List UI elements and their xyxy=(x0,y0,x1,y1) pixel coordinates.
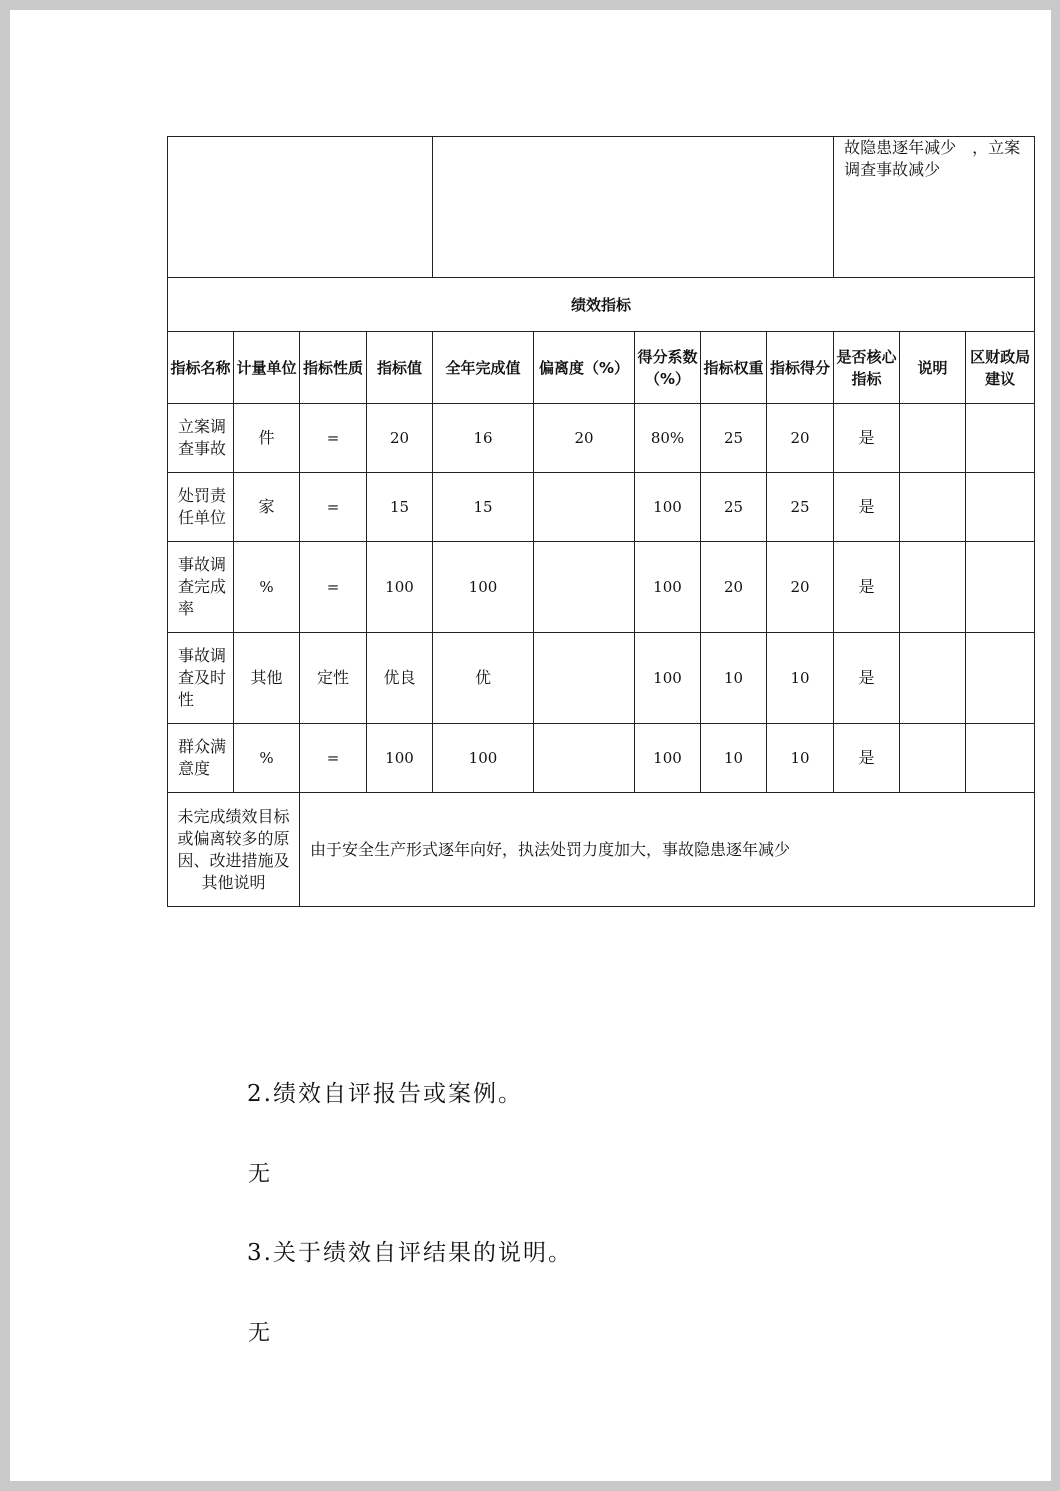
cell-remark xyxy=(900,404,966,473)
unfinished-label: 未完成绩效目标或偏离较多的原因、改进措施及其他说明 xyxy=(168,793,300,907)
top-cell-left xyxy=(168,137,433,278)
cell-coef: 100 xyxy=(635,473,701,542)
table-row xyxy=(168,473,1035,542)
cell-remark xyxy=(900,724,966,793)
cell-target: 100 xyxy=(367,724,433,793)
cell-coef: 80% xyxy=(635,404,701,473)
cell-nature: 定性 xyxy=(300,633,367,724)
header-actual: 全年完成值 xyxy=(433,332,534,404)
unfinished-row xyxy=(168,793,1035,907)
table-row xyxy=(168,633,1035,724)
unfinished-text: 由于安全生产形式逐年向好，执法处罚力度加大，事故隐患逐年减少 xyxy=(300,793,1035,907)
cell-name: 群众满意度 xyxy=(168,724,234,793)
cell-target: 优良 xyxy=(367,633,433,724)
section-title: 绩效指标 xyxy=(168,278,1035,332)
cell-weight: 10 xyxy=(701,633,767,724)
header-unit: 计量单位 xyxy=(234,332,300,404)
cell-deviation: 20 xyxy=(534,404,635,473)
section-2-body: 无 xyxy=(248,1162,271,1187)
cell-remark xyxy=(900,473,966,542)
cell-core: 是 xyxy=(834,404,900,473)
header-remark: 说明 xyxy=(900,332,966,404)
cell-score: 10 xyxy=(767,633,834,724)
cell-score: 20 xyxy=(767,542,834,633)
cell-deviation xyxy=(534,633,635,724)
cell-coef: 100 xyxy=(635,724,701,793)
cell-deviation xyxy=(534,473,635,542)
section-3-heading: 3.关于绩效自评结果的说明。 xyxy=(247,1240,573,1266)
cell-unit: % xyxy=(234,724,300,793)
cell-nature: = xyxy=(300,404,367,473)
cell-score: 20 xyxy=(767,404,834,473)
cell-coef: 100 xyxy=(635,633,701,724)
header-row xyxy=(168,332,1035,404)
section-title-row xyxy=(168,278,1035,332)
cell-core: 是 xyxy=(834,724,900,793)
header-deviation: 偏离度（%） xyxy=(534,332,635,404)
cell-weight: 25 xyxy=(701,473,767,542)
cell-nature: = xyxy=(300,473,367,542)
document-page xyxy=(10,10,1051,1481)
cell-remark xyxy=(900,542,966,633)
cell-nature: = xyxy=(300,542,367,633)
cell-actual: 16 xyxy=(433,404,534,473)
cell-weight: 10 xyxy=(701,724,767,793)
header-coef: 得分系数（%） xyxy=(635,332,701,404)
cell-remark xyxy=(900,633,966,724)
cell-unit: 家 xyxy=(234,473,300,542)
header-core: 是否核心指标 xyxy=(834,332,900,404)
cell-coef: 100 xyxy=(635,542,701,633)
cell-advice xyxy=(966,633,1035,724)
cell-advice xyxy=(966,473,1035,542)
cell-core: 是 xyxy=(834,633,900,724)
cell-target: 20 xyxy=(367,404,433,473)
section-3-body: 无 xyxy=(248,1321,271,1346)
header-score: 指标得分 xyxy=(767,332,834,404)
cell-target: 15 xyxy=(367,473,433,542)
cell-nature: = xyxy=(300,724,367,793)
cell-actual: 15 xyxy=(433,473,534,542)
cell-name: 立案调查事故 xyxy=(168,404,234,473)
table-row xyxy=(168,404,1035,473)
cell-actual: 优 xyxy=(433,633,534,724)
cell-core: 是 xyxy=(834,542,900,633)
cell-core: 是 xyxy=(834,473,900,542)
performance-table xyxy=(167,136,1035,907)
cell-name: 事故调查完成率 xyxy=(168,542,234,633)
table-row xyxy=(168,542,1035,633)
cell-weight: 25 xyxy=(701,404,767,473)
top-note: 故隐患逐年减少 ，立案调查事故减少 xyxy=(834,137,1035,278)
top-row xyxy=(168,137,1035,278)
cell-unit: 其他 xyxy=(234,633,300,724)
cell-advice xyxy=(966,404,1035,473)
header-name: 指标名称 xyxy=(168,332,234,404)
section-2-heading: 2.绩效自评报告或案例。 xyxy=(247,1081,523,1107)
cell-name: 事故调查及时性 xyxy=(168,633,234,724)
cell-name: 处罚责任单位 xyxy=(168,473,234,542)
cell-deviation xyxy=(534,542,635,633)
cell-unit: 件 xyxy=(234,404,300,473)
header-advice: 区财政局建议 xyxy=(966,332,1035,404)
header-nature: 指标性质 xyxy=(300,332,367,404)
cell-actual: 100 xyxy=(433,542,534,633)
header-target: 指标值 xyxy=(367,332,433,404)
cell-target: 100 xyxy=(367,542,433,633)
top-cell-middle xyxy=(433,137,834,278)
header-weight: 指标权重 xyxy=(701,332,767,404)
cell-unit: % xyxy=(234,542,300,633)
cell-actual: 100 xyxy=(433,724,534,793)
cell-score: 25 xyxy=(767,473,834,542)
table-row xyxy=(168,724,1035,793)
cell-deviation xyxy=(534,724,635,793)
cell-advice xyxy=(966,724,1035,793)
cell-weight: 20 xyxy=(701,542,767,633)
cell-score: 10 xyxy=(767,724,834,793)
cell-advice xyxy=(966,542,1035,633)
